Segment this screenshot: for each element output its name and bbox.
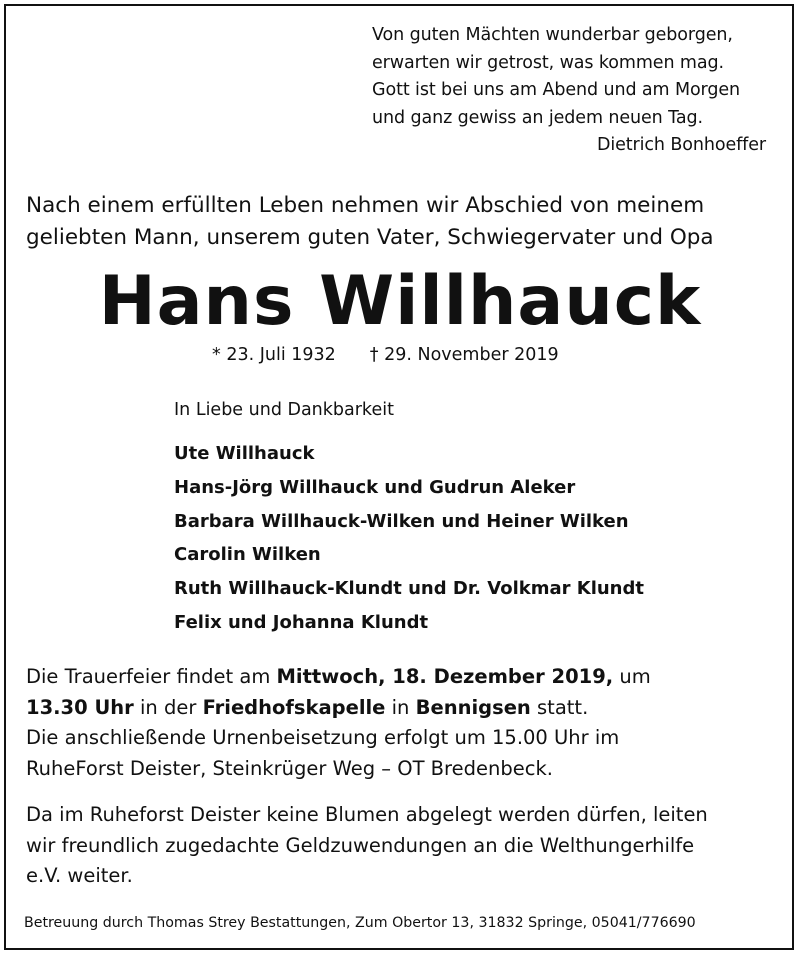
intro-line: geliebten Mann, unserem guten Vater, Schwiegervater und Opa [26, 225, 714, 250]
death-date: † 29. November 2019 [369, 345, 559, 365]
poem-line: Gott ist bei uns am Abend und am Morgen [372, 80, 741, 100]
poem-line: erwarten wir getrost, was kommen mag. [372, 52, 724, 73]
donation-line: Da im Ruheforst Deister keine Blumen abgelegt werden dürfen, leiten [26, 803, 708, 826]
ceremony-town: Bennigsen [415, 695, 531, 719]
ceremony-text: statt. [530, 695, 589, 719]
life-dates [212, 342, 559, 368]
donation-line: wir freundlich zugedachte Geldzuwendungen an die Welthungerhilfe [26, 833, 695, 857]
burial-location-line: RuheForst Deister, Steinkrüger Weg – OT Bredenbeck. [26, 756, 553, 780]
ceremony-text: in [385, 695, 416, 719]
birth-date: * 23. Juli 1932 [212, 345, 336, 365]
ceremony-text: in der [133, 695, 203, 719]
ceremony-info [26, 662, 786, 784]
ceremony-date: Mittwoch, 18. Dezember 2019, [276, 665, 614, 688]
ceremony-line [26, 662, 786, 693]
ceremony-text: um [613, 665, 651, 688]
mourners-list [174, 437, 644, 640]
ceremony-text: Die Trauerfeier findet am [26, 665, 277, 688]
donation-notice [26, 800, 786, 892]
mourner-name: Ute Willhauck [174, 443, 315, 464]
deceased-name: Hans Willhauck [98, 262, 702, 341]
poem-block [372, 22, 772, 160]
ceremony-line [26, 693, 786, 724]
intro-line: Nach einem erfüllten Leben nehmen wir Abschied von meinem [26, 193, 705, 218]
intro-text [26, 190, 776, 254]
urn-burial-line: Die anschließende Urnenbeisetzung erfolgt um 15.00 Uhr im [26, 726, 620, 749]
mourner-name: Felix und Johanna Klundt [174, 611, 429, 633]
ceremony-time: 13.30 Uhr [26, 695, 134, 719]
dedication-text: In Liebe und Dankbarkeit [174, 400, 394, 420]
mourner-name: Ruth Willhauck-Klundt und Dr. Volkmar Klundt [174, 578, 644, 600]
poem-line: und ganz gewiss an jedem neuen Tag. [372, 107, 703, 128]
funeral-home-footer: Betreuung durch Thomas Strey Bestattungen, Zum Obertor 13, 31832 Springe, 05041/776690 [24, 915, 696, 931]
mourner-name: Barbara Willhauck-Wilken und Heiner Wilken [174, 510, 629, 532]
mourner-name: Carolin Wilken [174, 544, 321, 566]
poem-author: Dietrich Bonhoeffer [596, 135, 766, 155]
ceremony-venue: Friedhofskapelle [202, 695, 386, 719]
donation-line: e.V. weiter. [26, 864, 133, 887]
mourner-name: Hans-Jörg Willhauck und Gudrun Aleker [174, 476, 576, 498]
poem-line: Von guten Mächten wunderbar geborgen, [372, 25, 733, 45]
